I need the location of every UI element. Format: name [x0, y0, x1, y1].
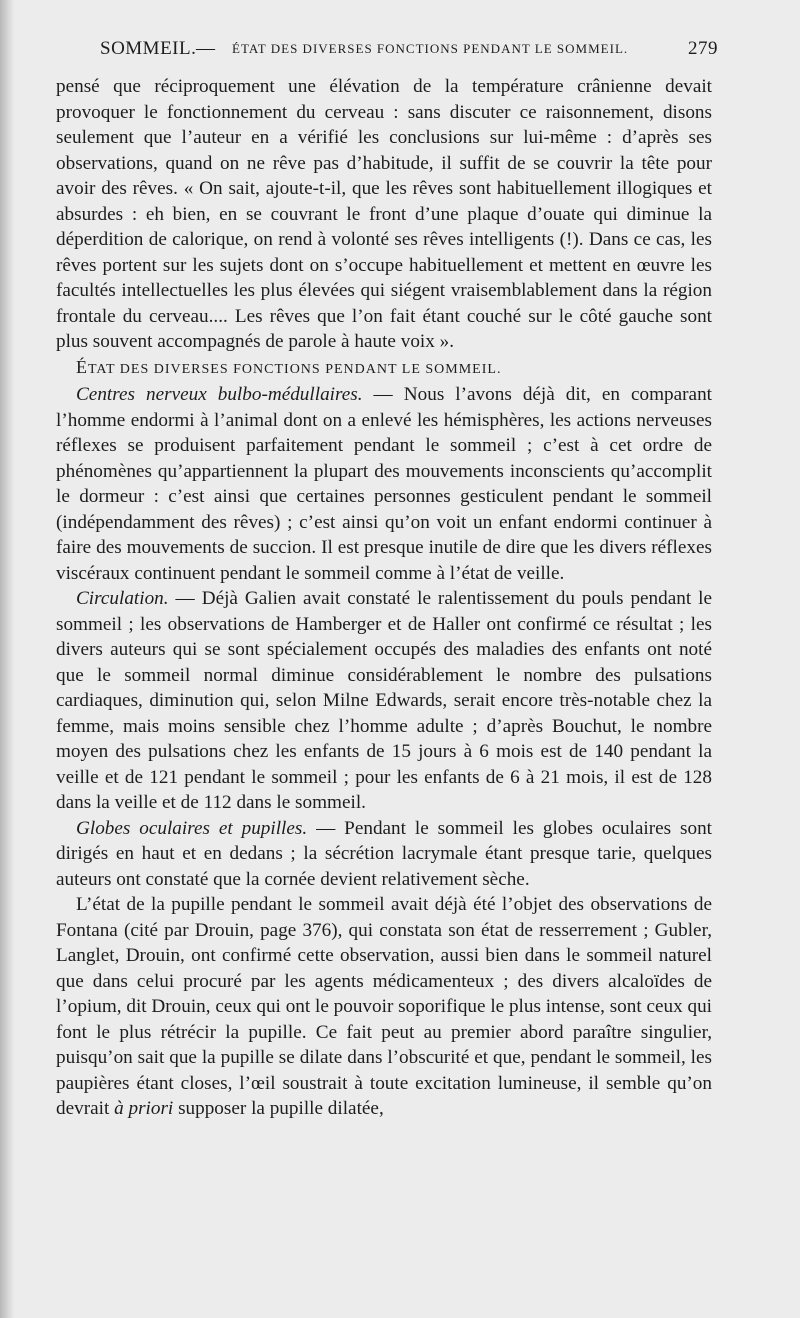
paragraph-text-end: supposer la pupille dilatée,: [173, 1098, 384, 1119]
running-head-title: ÉTAT DES DIVERSES FONCTIONS PENDANT LE SOMMEIL.: [232, 41, 629, 56]
body-text: [56, 74, 712, 1122]
running-head: [100, 38, 718, 62]
paragraph-text: — Nous l’avons déjà dit, en comparant l’homme endormi à l’animal dont on a enlevé les hémisphères, les actions nerveuses réflexes se produisent parfaitement pendant le sommeil ; c’est à cet ordre de phénomènes qu’appartiennent la plupart des mouvements inconscients qu’accomplit le dormeur : c’est ainsi que certaines personnes gesticulent pendant le sommeil (indépendamment des rêves) ; c’est ainsi qu’on voit un enfant endormi continuer à faire des mouvements de succion. Il est presque inutile de dire que les divers réflexes viscéraux continuent pendant le sommeil comme à l’état de veille.: [56, 384, 712, 584]
paragraph-globes-oculaires: [56, 816, 712, 893]
subsection-title-centres-nerveux: Centres nerveux bulbo-médullaires.: [76, 384, 363, 405]
paragraph-continued: pensé que réciproquement une élévation de la température crânienne devait provoquer le fonctionnement du cerveau : sans discuter ce raisonnement, disons seulement que l’auteur en a vérifié les conclusions sur lui-même : d’après ses observations, quand on ne rêve pas d’habitude, il suffit de se couvrir la tête pour avoir des rêves. « On sait, ajoute-t-il, que les rêves sont habituellement illogiques et absurdes : eh bien, en se couvrant le front d’une plaque d’ouate qui diminue la déperdition de calorique, on rend à volonté ses rêves intelligents (!). Dans ce cas, les rêves portent sur les sujets dont on s’occupe habituellement et mettent en œuvre les facultés intellectuelles les plus élevées qui siégent vraisemblablement dans la région frontale du cerveau.... Les rêves que l’on fait étant couché sur le côté gauche sont plus souvent accompagnés de parole à haute voix ».: [56, 76, 712, 352]
paragraph-text: — Pendant le sommeil les globes oculaires sont dirigés en haut et en dedans ; la sécrétion lacrymale étant presque tarie, quelques auteurs ont constaté que la cornée devient relativement sèche.: [56, 817, 712, 890]
section-heading-initial: É: [76, 356, 88, 377]
section-heading-text: TAT DES DIVERSES FONCTIONS PENDANT LE SOMMEIL.: [88, 361, 502, 377]
section-heading: [56, 355, 712, 383]
paragraph-centres-nerveux: [56, 382, 712, 586]
subsection-title-globes-oculaires: Globes oculaires et pupilles.: [76, 817, 308, 839]
running-head-chapter: SOMMEIL.: [100, 38, 197, 59]
paragraph-pupille: [56, 892, 712, 1122]
paragraph-circulation: [56, 586, 712, 816]
paragraph-text: L’état de la pupille pendant le sommeil avait déjà été l’objet des observations de Fontana (cité par Drouin, page 376), qui constata son état de resserrement ; Gubler, Langlet, Drouin, ont confirmé cette observation, aussi bien dans le sommeil naturel que dans celui procuré par les agents médicamenteux ; des divers alcaloïdes de l’opium, dit Drouin, ceux qui ont le pouvoir soporifique le plus intense, sont ceux qui font le plus rétrécir la pupille. Ce fait peut au premier abord paraître singulier, puisqu’on sait que la pupille se dilate dans l’obscurité et que, pendant le sommeil, les paupières étant closes, l’œil soustrait à toute excitation lumineuse, il semble qu’on devrait: [56, 894, 713, 1119]
paragraph-text: — Déjà Galien avait constaté le ralentissement du pouls pendant le sommeil ; les observations de Hamberger et de Haller ont confirmé ce résultat ; les divers auteurs qui se sont spécialement occupés des maladies des enfants ont noté que le sommeil normal diminue considérablement le nombre des pulsations cardiaques, diminution qui, selon Milne Edwards, serait encore très-notable chez la femme, mais moins sensible chez l’homme adulte ; d’après Bouchut, le nombre moyen des pulsations chez les enfants de 15 jours à 6 mois est de 140 pendant la veille et de 121 pendant le sommeil ; pour les enfants de 6 à 21 mois, il est de 128 dans la veille et de 112 dans le sommeil.: [56, 588, 712, 813]
page-number: 279: [688, 38, 718, 59]
subsection-title-circulation: Circulation.: [76, 588, 169, 609]
italic-phrase: à priori: [114, 1098, 174, 1119]
running-head-dash: —: [196, 38, 216, 59]
